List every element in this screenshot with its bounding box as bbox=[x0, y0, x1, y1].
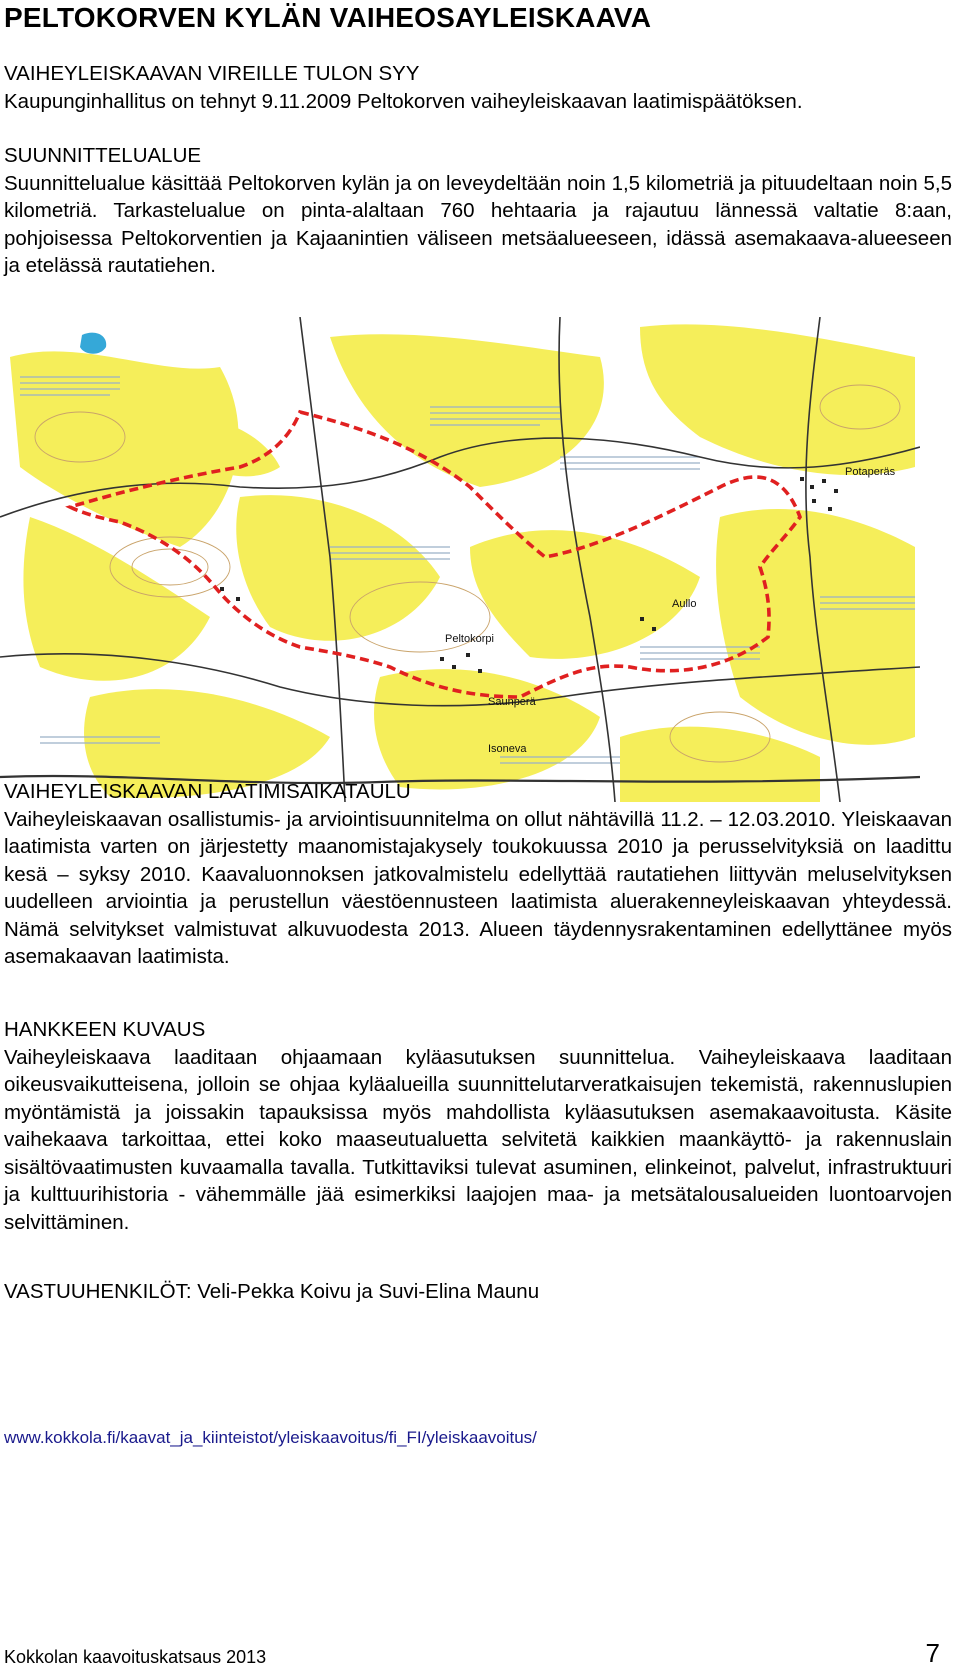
section-text: Suunnittelualue käsittää Peltokorven kylän ja on leveydeltään noin 1,5 kilometriä ja pituudeltaan noin 5,5 kilometriä. Tarkastelualue on pinta-alaltaan 760 hehtaaria ja rajautuu lännessä valtatie 8:aan, pohjoisessa Peltokorventien ja Kajaanintien väliseen metsäalueeseen, idässä asemakaava-alueeseen ja etelässä rautatiehen. bbox=[4, 171, 952, 277]
map-label-aullo: Aullo bbox=[672, 598, 697, 610]
map-label-saunpera: Saunperä bbox=[488, 696, 536, 708]
section-heading: SUUNNITTELUALUE bbox=[4, 144, 202, 167]
map-label-isoneva: Isoneva bbox=[488, 743, 527, 755]
page-number: 7 bbox=[925, 1638, 940, 1668]
page-title: PELTOKORVEN KYLÄN VAIHEOSAYLEISKAAVA bbox=[4, 2, 652, 33]
section-text: Kaupunginhallitus on tehnyt 9.11.2009 Peltokorven vaiheyleiskaavan laatimispäätöksen. bbox=[4, 89, 803, 113]
section-text: Vaiheyleiskaavan osallistumis- ja arviointisuunnitelma on ollut nähtävillä 11.2. – 12.03.2010. Yleiskaavan laatimista varten on järjestetty maanomistajakysely toukokuussa 2010 ja perusselvityksiä on laadittu kesä – syksy 2010. Kaavaluonnoksen jatkovalmistelu edellyttää rautatiehen liittyvän meluselvityksen uudelleen arviointia ja perustellun väestöennusteen laatimista aluerakenneyleiskaavan yhteydessä. Nämä selvitykset valmistuvat alkuvuodesta 2013. Alueen täydennysrakentaminen edellyttänee myös asemakaavan laatimista. bbox=[4, 807, 952, 968]
area-map bbox=[0, 317, 920, 802]
section-heading: VAIHEYLEISKAAVAN VIREILLE TULON SYY bbox=[4, 62, 420, 85]
section-aikataulu bbox=[4, 778, 952, 971]
section-heading: VAIHEYLEISKAAVAN LAATIMISAIKATAULU bbox=[4, 780, 411, 803]
section-vastuuhenkilot bbox=[4, 1278, 952, 1306]
section-vireille bbox=[4, 60, 952, 115]
footer-publication: Kokkolan kaavoituskatsaus 2013 bbox=[4, 1647, 267, 1667]
responsible-persons: VASTUUHENKILÖT: Veli-Pekka Koivu ja Suvi-Elina Maunu bbox=[4, 1280, 540, 1303]
map-label-peltokorpi: Peltokorpi bbox=[445, 633, 494, 645]
section-text: Vaiheyleiskaava laaditaan ohjaamaan kyläasutuksen suunnittelua. Vaiheyleiskaava laaditaan oikeusvaikutteisena, jolloin se ohjaa kyläalueilla suunnittelutarveratkaisujen tekemistä, rakennuslupien myöntämistä ja joissakin tapauksissa myös mahdollista kyläasutuksen asemakaavoitusta. Käsite vaihekaava tarkoittaa, ettei koko maaseutualuetta selvitetä kaikkien maankäyttö- ja rakennuslain sisältövaatimusten kuvaamalla tavalla. Tutkittaviksi tulevat asuminen, elinkeinot, palvelut, infrastruktuuri ja kulttuurihistoria - vähemmälle jää esimerkiksi laajojen maa- ja metsätalousalueiden luontoarvojen selvittäminen. bbox=[4, 1045, 952, 1234]
website-link[interactable]: www.kokkola.fi/kaavat_ja_kiinteistot/yleiskaavoitus/fi_FI/yleiskaavoitus/ bbox=[4, 1428, 537, 1447]
section-heading: HANKKEEN KUVAUS bbox=[4, 1018, 206, 1041]
map-label-potaperas: Potaperäs bbox=[845, 466, 896, 478]
section-kuvaus bbox=[4, 1016, 952, 1236]
section-suunnittelualue bbox=[4, 142, 952, 280]
